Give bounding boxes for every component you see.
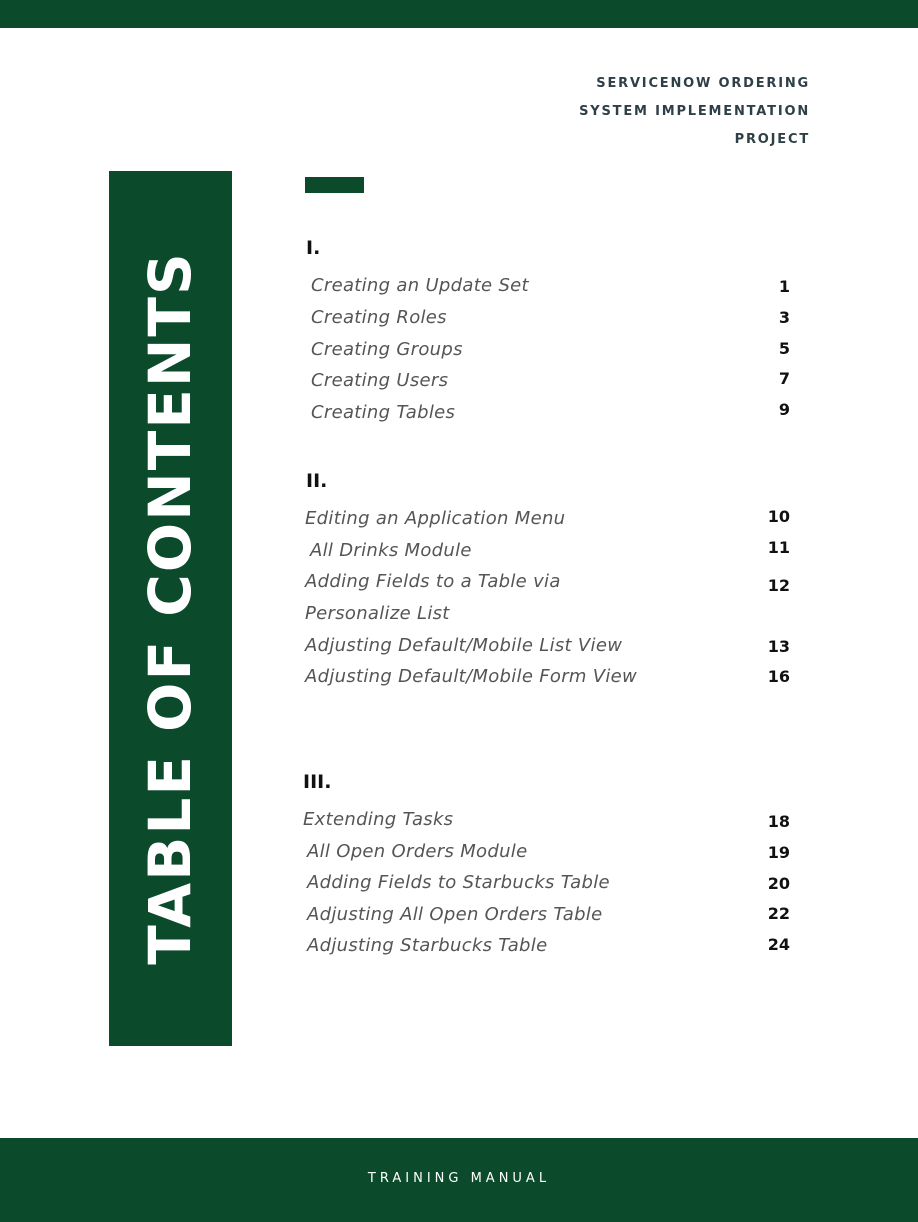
section-numeral-3: III. xyxy=(303,771,332,793)
project-title xyxy=(579,70,810,154)
toc-entry-title[interactable]: Creating Users xyxy=(311,370,449,391)
toc-entry-title[interactable]: Extending Tasks xyxy=(303,809,454,830)
toc-entry-title[interactable]: Adjusting Default/Mobile List View xyxy=(305,635,623,656)
toc-entry-page: 12 xyxy=(767,576,790,595)
accent-rectangle xyxy=(305,177,364,193)
project-title-line-2: SYSTEM IMPLEMENTATION xyxy=(579,104,810,119)
section-numeral-1: I. xyxy=(306,237,321,259)
toc-entry-title[interactable]: Creating Groups xyxy=(311,339,463,360)
toc-entry-page: 18 xyxy=(767,812,790,831)
toc-entry-title[interactable]: Creating Tables xyxy=(311,402,456,423)
toc-entry-title[interactable]: Adjusting All Open Orders Table xyxy=(307,904,603,925)
toc-entry-title[interactable]: All Drinks Module xyxy=(310,540,472,561)
table-of-contents-heading: TABLE OF CONTENTS xyxy=(136,251,204,965)
project-title-line-1: SERVICENOW ORDERING xyxy=(596,76,810,91)
project-title-line-3: PROJECT xyxy=(734,132,810,147)
toc-entry-page: 9 xyxy=(778,400,790,419)
section-numeral-2: II. xyxy=(306,470,328,492)
toc-entry-page: 3 xyxy=(778,308,790,327)
toc-entry-page: 11 xyxy=(767,538,790,557)
toc-entry-page: 1 xyxy=(778,277,790,296)
toc-entry-title[interactable]: Adjusting Starbucks Table xyxy=(307,935,548,956)
toc-entry-title[interactable]: Adding Fields to Starbucks Table xyxy=(307,872,610,893)
toc-entry-page: 13 xyxy=(767,637,790,656)
toc-entry-title[interactable]: Adding Fields to a Table via xyxy=(305,571,561,592)
side-title-banner xyxy=(109,171,232,1046)
toc-entry-page: 7 xyxy=(778,369,790,388)
toc-entry-title[interactable]: Editing an Application Menu xyxy=(305,508,566,529)
footer-label: TRAINING MANUAL xyxy=(367,1171,551,1186)
toc-entry-page: 22 xyxy=(767,904,790,923)
toc-entry-page: 5 xyxy=(778,339,790,358)
toc-entry-page: 10 xyxy=(767,507,790,526)
toc-entry-page: 20 xyxy=(767,874,790,893)
toc-entry-page: 24 xyxy=(767,935,790,954)
top-banner-bar xyxy=(0,0,918,28)
toc-entry-page: 19 xyxy=(767,843,790,862)
toc-entry-title[interactable]: Creating Roles xyxy=(311,307,447,328)
toc-entry-page: 16 xyxy=(767,667,790,686)
toc-entry-title[interactable]: Adjusting Default/Mobile Form View xyxy=(305,666,638,687)
toc-entry-title[interactable]: All Open Orders Module xyxy=(307,841,528,862)
toc-entry-title[interactable]: Personalize List xyxy=(305,603,450,624)
toc-entry-title[interactable]: Creating an Update Set xyxy=(311,275,529,296)
